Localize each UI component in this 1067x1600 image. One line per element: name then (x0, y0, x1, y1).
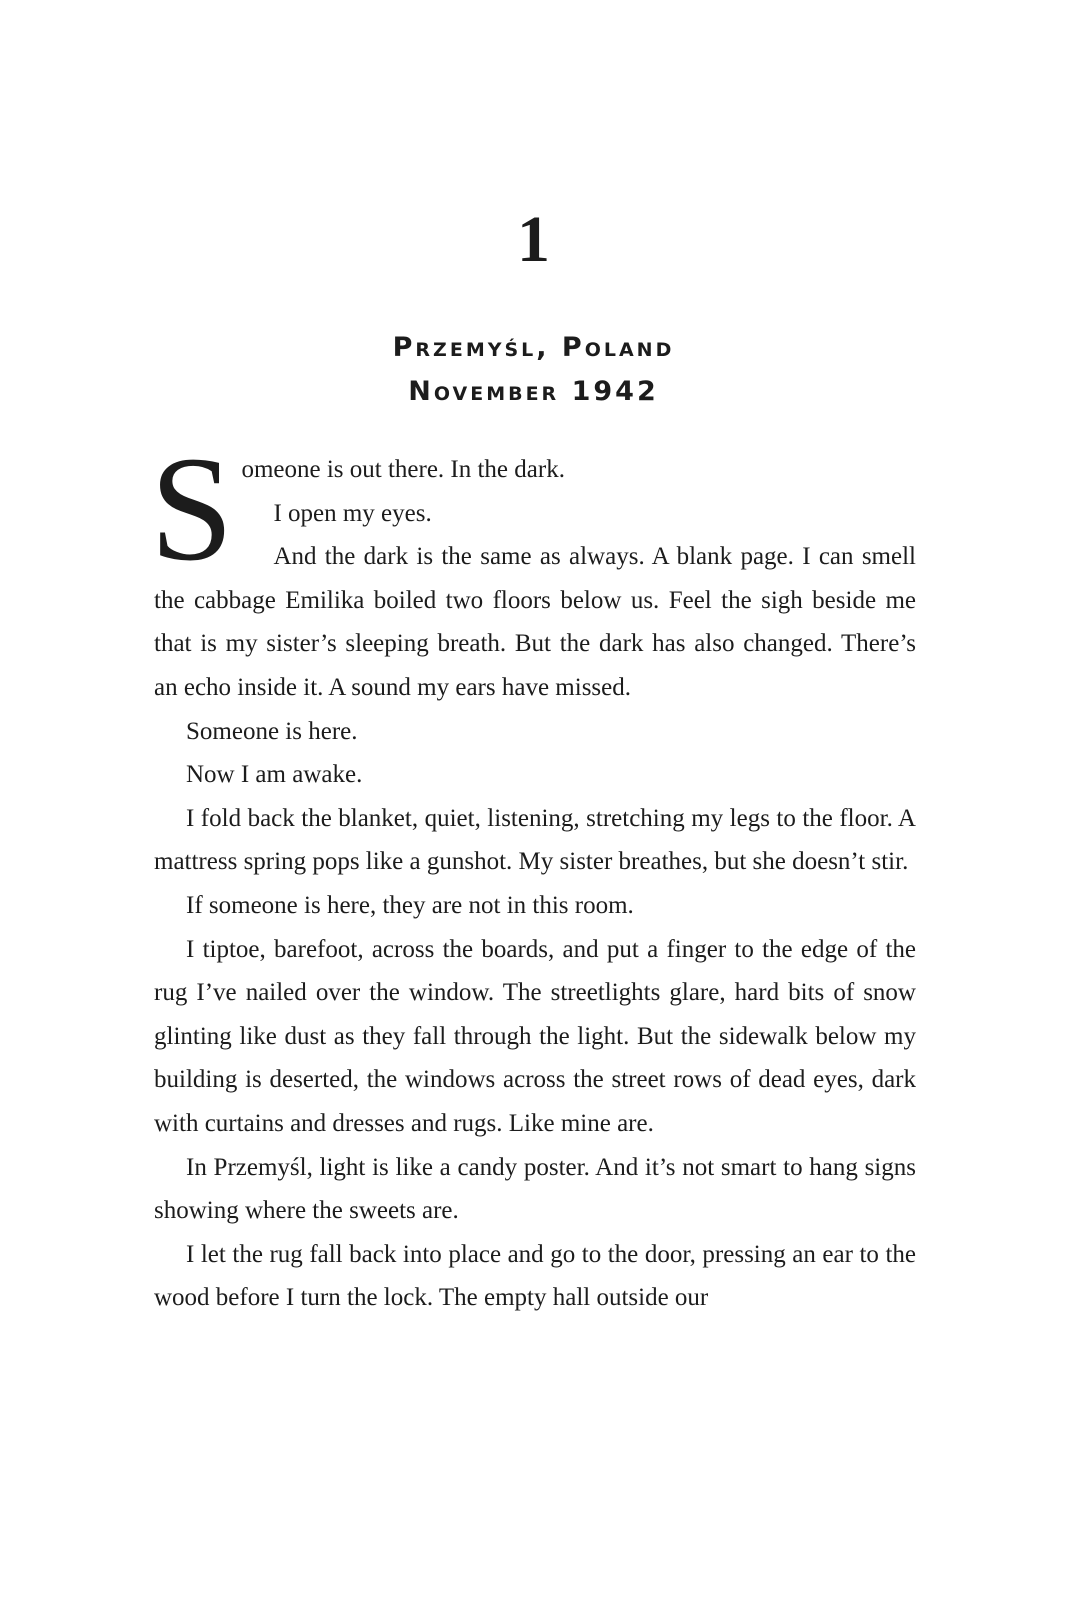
chapter-heading (0, 326, 1067, 414)
paragraph: I fold back the blanket, quiet, listening, stretching my legs to the floor. A mattress spring pops like a gunshot. My sister breathes, but she doesn’t stir. (154, 804, 916, 876)
paragraph: Now I am awake. (186, 761, 363, 789)
body-text (150, 426, 916, 1320)
paragraph: I open my eyes. (273, 499, 432, 527)
paragraph: I let the rug fall back into place and go to the door, pressing an ear to the wood before I turn the lock. The empty hall outside our (154, 1240, 916, 1312)
paragraph: omeone is out there. In the dark. (241, 456, 565, 483)
paragraph: If someone is here, they are not in this room. (186, 891, 634, 919)
chapter-date: November 1942 (408, 376, 659, 407)
paragraph: I tiptoe, barefoot, across the boards, and put a finger to the edge of the rug I’ve nailed over the window. The streetlights glare, hard bits of snow glinting like dust as they fall through the light. But the sidewalk below my building is deserted, the windows across the street rows of dead eyes, dark with curtains and dresses and rugs. Like mine are. (154, 935, 916, 1137)
chapter-location: Przemyśl, Poland (392, 332, 675, 363)
paragraph: And the dark is the same as always. A blank page. I can smell the cabbage Emilika boiled two floors below us. Feel the sigh beside me that is my sister’s sleeping breath. But the dark has also changed. There’s an echo inside it. A sound my ears have missed. (154, 543, 916, 701)
chapter-number: 1 (517, 203, 550, 276)
paragraph: In Przemyśl, light is like a candy poster. And it’s not smart to hang signs showing where the sweets are. (154, 1153, 916, 1225)
paragraph: Someone is here. (186, 717, 358, 745)
drop-cap: S (150, 426, 234, 592)
